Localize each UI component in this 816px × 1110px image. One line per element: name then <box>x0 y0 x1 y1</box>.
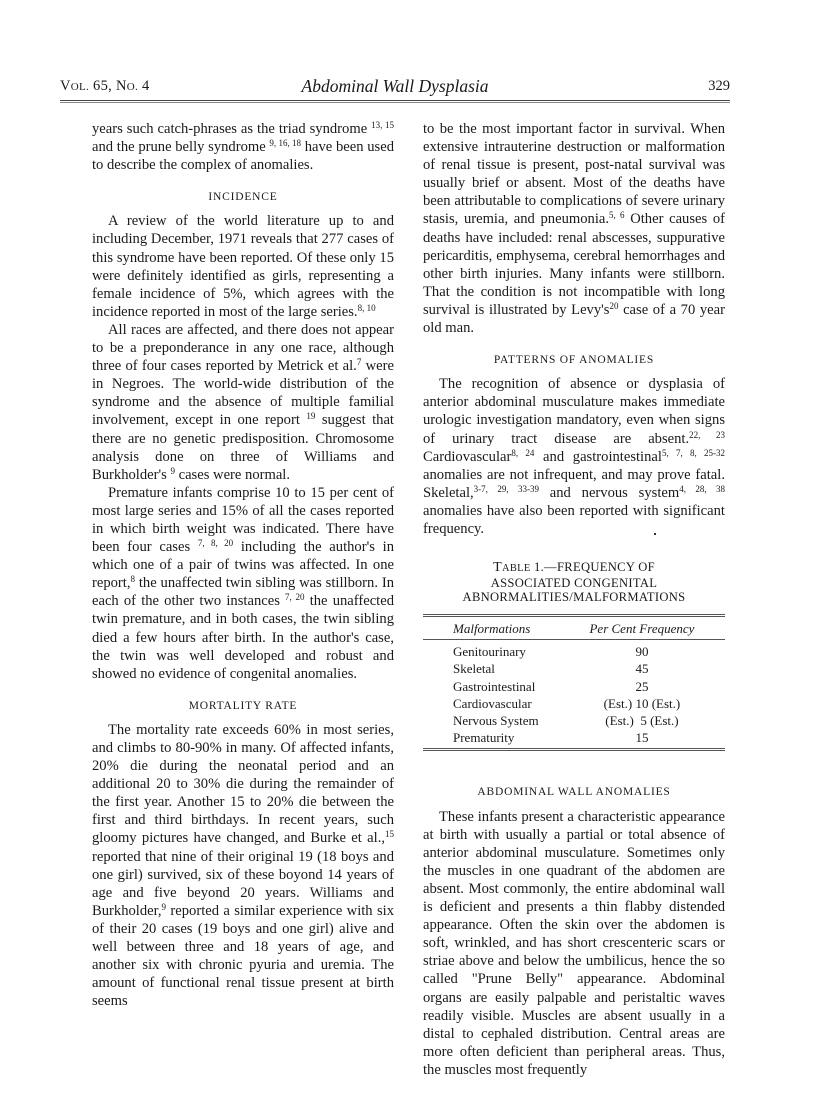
citation: 19 <box>306 411 316 422</box>
citation: 9, 16, 18 <box>269 138 302 149</box>
malformation-cell: Prematurity <box>423 729 559 750</box>
frequency-cell: 45 <box>635 661 649 677</box>
citation: 9 <box>170 465 175 476</box>
paragraph: to be the most important factor in survival. When extensive intrauterine destruction or malformation of renal tissue is present, post-natal survival was usually brief or absent. Most of the deaths have been attributable to complications of severe urinary stasis, uremia, and pneumonia.$^{5, 6}$ Other causes of deaths have included: renal abscesses, suppurative pericarditis, emphysema, cerebral hemorrhages and other birth injuries. Many infants were stillborn. That the condition is not incompatible with long survival is illustrated by $Levy's^{20}$ case of a 70 year old man. <box>423 121 726 337</box>
paragraph: All races are affected, and there does not appear to be a preponderance in any one race, although three of four cases reported by Metrick et al.$^7$ were in Negroes. The world-wide distribution of the syndrome and the absence of multiple familial involvement, except in one report $^{19}$ suggest that there are no genetic predisposition. Chromosome analysis done on three of Williams and Burkholder's $^9$ cases were normal. <box>92 321 394 483</box>
running-head <box>60 76 730 98</box>
citation: 8, 24 <box>511 447 535 458</box>
table-row <box>423 712 725 729</box>
citation: 7 <box>356 357 362 368</box>
citation: 8, 10 <box>357 302 376 313</box>
citation: 3-7, 29, 33-39 <box>473 483 539 494</box>
table-caption: TABLE 1.—FREQUENCY OF ASSOCIATED CONGENITAL ABNORMALITIES/MALFORMATIONS <box>462 560 686 605</box>
paragraph: The recognition of absence or dysplasia of anterior abdominal musculature makes immediate urologic investigation mandatory, even when signs of urinary tract disease are absent.$^{22, 23}$ Cardiovascular$^{8, 24}$ and gastrointestinal$^{5, 7, 8, 25-32}$ anomalies are not infrequent, and may prove fatal. Skeletal,$^{3-7, 29, 33-39}$ and nervous system$^{4, 28, 38}$ anomalies have also been reported with significant frequency. <box>423 376 726 537</box>
table-row <box>423 678 725 695</box>
paragraph: A review of the world literature up to and including December, 1971 reveals that 277 cases of this syndrome have been reported. Of these only 15 were definitely identified as girls, representing a female incidence of 5%, which agrees with the incidence reported in most of the large series.$^{8, 10}$ <box>92 213 394 320</box>
frequency-cell: 15 <box>559 729 725 750</box>
citation: 15 <box>385 829 394 840</box>
malformation-cell: Skeletal <box>453 661 495 677</box>
section-heading-patterns: PATTERNS OF ANOMALIES <box>493 354 655 367</box>
column-header-frequency: Per Cent Frequency <box>559 616 725 640</box>
paragraph: These infants present a characteristic appearance at birth with usually a partial or total absence of anterior abdominal musculature. Sometimes only the muscles in one quadrant of the abdomen are absent. Most commonly, the entire abdominal wall is deficient and presents a thin flabby distended appearance. Often the skin over the abdomen is soft, wrinkled, and has short crescenteric scars or striae above and below the umbilicus, hence the so called "Prune Belly" appearance. Abdominal organs are easily palpable and peristaltic waves readily visible. Muscles are absent usually in a distal to cephaled distribution. Central areas are more often deficient than peripheral areas. Thus, the muscles most frequently <box>423 808 725 1078</box>
table-row <box>423 695 725 712</box>
citation: 7, 8, 20 <box>197 538 234 549</box>
right-column <box>423 120 725 1079</box>
citation: 7, 20 <box>285 592 305 603</box>
table-header-row <box>423 616 725 640</box>
citation: 5, 7, 8, 25-32 <box>661 447 726 458</box>
citation: 5, 6 <box>609 210 625 221</box>
frequency-cell: 25 <box>635 678 649 694</box>
citation: 4, 28, 38 <box>679 483 726 494</box>
citation: 9 <box>161 901 167 912</box>
intro-paragraph: years such catch-phrases as the triad syndrome $^{13, 15}$ and the prune belly syndrome $^{9, 16, 18}$ have been used to describe the complex of anomalies. <box>92 120 395 174</box>
citation: 13, 15 <box>371 120 394 130</box>
section-heading-mortality: MORTALITY RATE <box>188 699 298 712</box>
malformation-cell: Nervous System <box>453 713 539 729</box>
column-header-malformations: Malformations <box>423 616 559 640</box>
frequency-cell: (Est.) 10 (Est.) <box>603 695 681 711</box>
header-rule <box>60 100 730 103</box>
page-number: 329 <box>708 78 730 94</box>
section-heading-abdominal-wall: ABDOMINAL WALL ANOMALIES <box>477 786 671 799</box>
table-row <box>423 729 725 750</box>
malformation-cell: Gastrointestinal <box>453 678 536 694</box>
frequency-cell: 90 <box>635 644 649 660</box>
citation: 22, 23 <box>689 429 725 440</box>
volume-issue: VOL. 65, NO. 4 <box>60 78 150 94</box>
left-column <box>92 120 394 1010</box>
paragraph: Premature infants comprise 10 to 15 per cent of most large series and 15% of all the cases reported in which birth weight was indicated. There have been four cases $^{7, 8, 20}$ including the author's in which one of a pair of twins was affected. In one report,$^8$ the unaffected twin sibling was stillborn. In each of the other two instances $^{7, 20}$ the unaffected twin premature, and in both cases, the twin sibling died a few hours after birth. In the author's case, the twin was well developed and robust and showed no evidence of congenital anomalies. <box>92 484 395 682</box>
stray-mark <box>654 533 656 535</box>
frequency-table <box>423 614 725 751</box>
paragraph: The mortality rate exceeds 60% in most series, and climbs to 80-90% in many. Of affected infants, 20% die during the neonatal period and an additional 20 to 30% die during the remainder of the first year. Another 15 to 20% die between the first and third birthdays. In recent years, such gloomy pictures have changed, and Burke et al.,$^{15}$ reported that nine of their original 19 (18 boys and one girl) survived, six of these boyond 14 years of age and five beyond 20 years. Williams and Burkholder,$^9$ reported a similar experience with six of their 20 cases (19 boys and one girl) alive and well between three and 18 years of age, and another six with chronic pyuria and uremia. The amount of functional renal tissue present at birth seems <box>92 721 394 1010</box>
citation: 8 <box>130 574 135 585</box>
table-row <box>423 660 725 677</box>
section-heading-incidence: INCIDENCE <box>208 191 278 204</box>
malformation-cell: Genitourinary <box>453 644 526 660</box>
table-row <box>423 640 725 661</box>
malformation-cell: Cardiovascular <box>453 695 532 711</box>
frequency-cell: (Est.) 5 (Est.) <box>605 713 679 729</box>
citation: 20 <box>609 300 619 311</box>
journal-running-title: Abdominal Wall Dysplasia <box>301 76 489 96</box>
